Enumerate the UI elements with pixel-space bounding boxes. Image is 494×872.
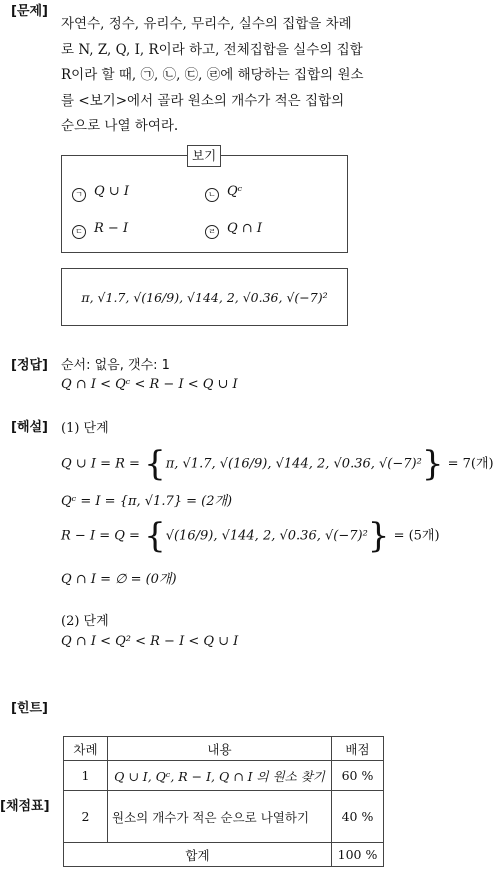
step2-title: (2) 단계	[61, 614, 109, 629]
header-order: 차례	[64, 737, 108, 761]
bogi-expr: Qᶜ	[227, 184, 243, 199]
eq3-rhs: = (5개)	[393, 528, 440, 544]
equation-4: Q ∩ I = ∅ = (0개)	[61, 572, 177, 587]
eq1-lhs: Q ∪ I = R =	[61, 456, 140, 472]
left-brace: {	[144, 444, 166, 484]
bogi-item-1	[72, 184, 129, 202]
right-brace: }	[367, 516, 390, 556]
table-header-row	[64, 737, 384, 761]
table-row	[64, 761, 384, 791]
equation-1	[61, 444, 494, 484]
problem-line-3: R이라 할 때, ㉠, ㉡, ㉢, ㉣에 해당하는 집합의 원소	[61, 67, 364, 83]
right-brace: }	[421, 444, 444, 484]
circled-mark-icon: ㄹ	[205, 225, 219, 239]
solution-label: [해설]	[11, 420, 48, 435]
total-label: 합계	[64, 843, 332, 867]
answer-label: [정답]	[11, 358, 48, 373]
step1-title: (1) 단계	[61, 421, 109, 436]
row-no: 1	[64, 761, 108, 791]
row-score: 60 %	[332, 761, 384, 791]
answer-line-1: 순서: 없음, 갯수: 1	[61, 358, 170, 373]
circled-mark-icon: ㄱ	[72, 188, 86, 202]
table-row	[64, 791, 384, 843]
left-brace: {	[144, 516, 166, 556]
set-elements: π, √1.7, √(16/9), √144, 2, √0.36, √(−7)²	[81, 289, 328, 305]
header-content: 내용	[108, 737, 332, 761]
problem-line-5: 순으로 나열 하여라.	[61, 118, 179, 134]
table-total-row	[64, 843, 384, 867]
bogi-expr: Q ∩ I	[227, 221, 262, 236]
eq1-rhs: = 7(개)	[447, 456, 494, 472]
problem-line-4: 를 <보기>에서 골라 원소의 개수가 적은 집합의	[61, 92, 345, 109]
equation-5: Q ∩ I < Q² < R − I < Q ∪ I	[61, 634, 239, 649]
row-content: 원소의 개수가 적은 순으로 나열하기	[108, 791, 332, 843]
circled-mark-icon: ㄷ	[72, 225, 86, 239]
equation-3	[61, 516, 440, 556]
problem-label: [문제]	[11, 4, 48, 19]
total-score: 100 %	[332, 843, 384, 867]
row-no: 2	[64, 791, 108, 843]
problem-text	[61, 12, 371, 140]
eq1-set: π, √1.7, √(16/9), √144, 2, √0.36, √(−7)²	[165, 456, 422, 472]
row-score: 40 %	[332, 791, 384, 843]
grading-label: [채점표]	[0, 799, 50, 814]
bogi-expr: R − I	[94, 221, 129, 236]
hint-label: [힌트]	[11, 701, 48, 716]
set-elements-box	[61, 268, 348, 326]
equation-2: Qᶜ = I = {π, √1.7} = (2개)	[61, 494, 233, 509]
header-score: 배점	[332, 737, 384, 761]
bogi-item-2	[205, 184, 242, 202]
eq3-lhs: R − I = Q =	[61, 528, 140, 544]
bogi-item-3	[72, 221, 128, 239]
problem-line-1: 자연수, 정수, 유리수, 무리수, 실수의 집합을 차례	[61, 16, 352, 32]
circled-mark-icon: ㄴ	[205, 188, 219, 202]
grading-table	[63, 736, 384, 867]
problem-line-2: 로 N, Z, Q, I, R이라 하고, 전체집합을 실수의 집합	[61, 41, 363, 58]
eq3-set: √(16/9), √144, 2, √0.36, √(−7)²	[165, 528, 368, 544]
bogi-item-4	[205, 221, 262, 239]
bogi-expr: Q ∪ I	[94, 184, 129, 199]
bogi-title: 보기	[187, 145, 221, 167]
row-content: Q ∪ I, Qᶜ, R − I, Q ∩ I 의 원소 찾기	[108, 761, 332, 791]
answer-line-2: Q ∩ I < Qᶜ < R − I < Q ∪ I	[61, 377, 238, 392]
